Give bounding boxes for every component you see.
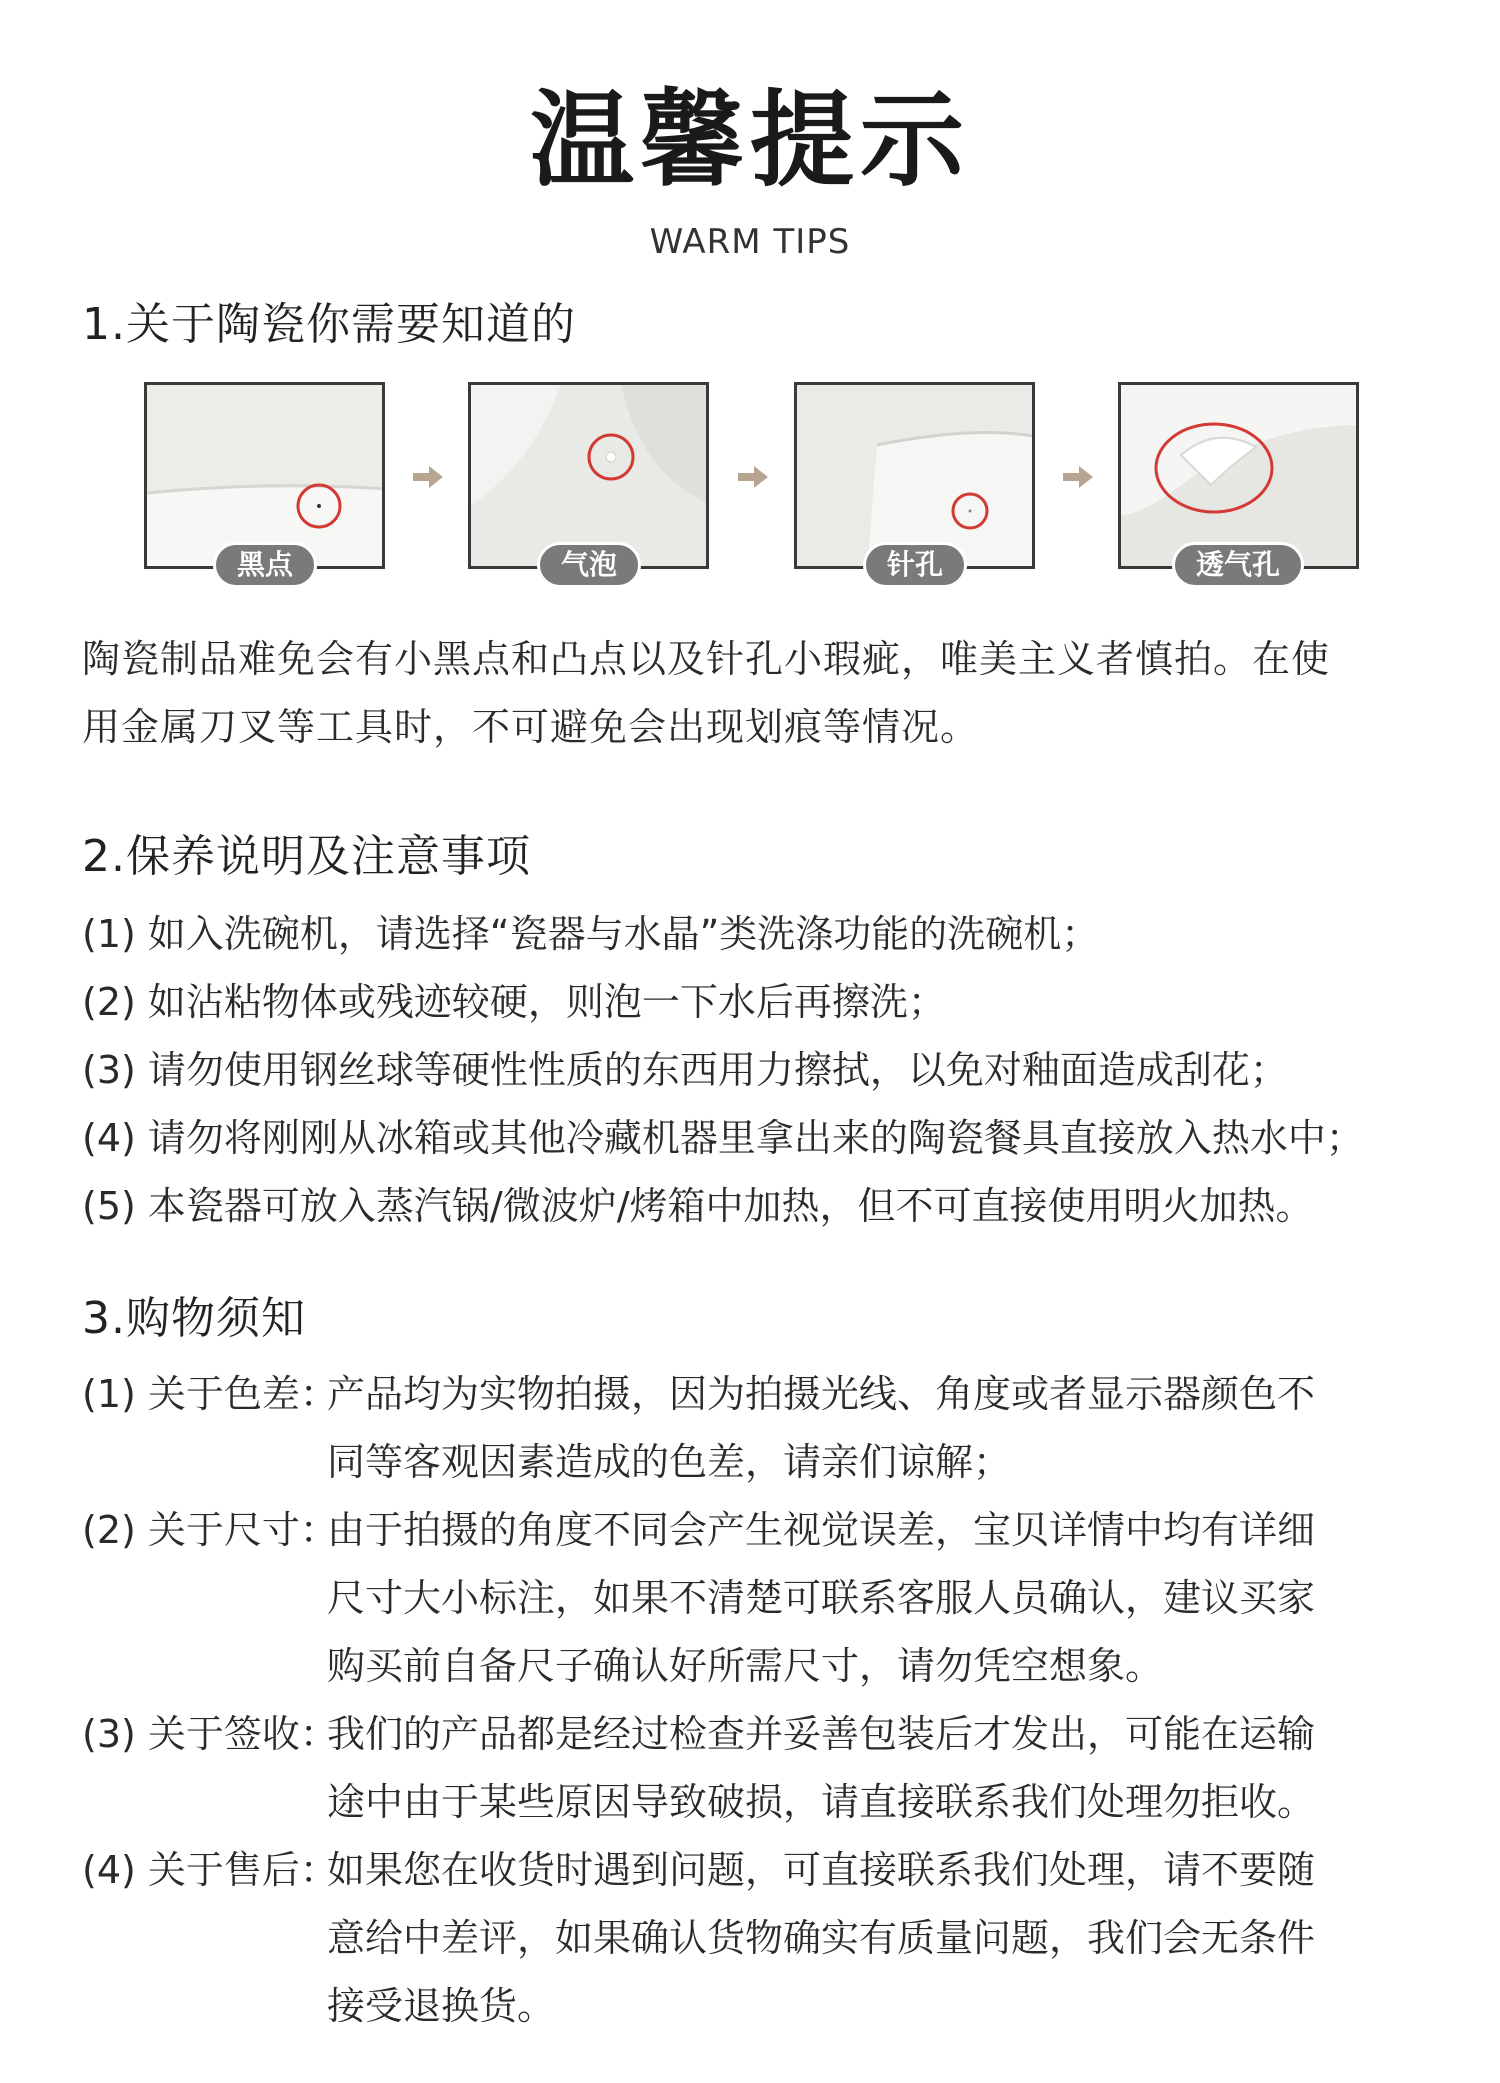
shopping-item-line: 接受退换货。 [327,1984,556,2028]
care-item: (1) 如入洗碗机，请选择“瓷器与水晶”类洗涤功能的洗碗机； [82,912,1100,956]
shopping-item-line: 尺寸大小标注，如果不清楚可联系客服人员确认，建议买家 [327,1576,1316,1620]
defect-photo-vent-hole [1118,382,1359,569]
section1-heading: 1.关于陶瓷你需要知道的 [82,299,576,350]
page-subtitle: WARM TIPS [649,222,851,262]
paragraph-line: 用金属刀叉等工具时，不可避免会出现划痕等情况。 [82,705,980,749]
shopping-item-line: 意给中差评，如果确认货物确实有质量问题，我们会无条件 [327,1916,1316,1960]
shopping-item-line: 由于拍摄的角度不同会产生视觉误差，宝贝详情中均有详细 [327,1508,1316,1552]
shopping-item-line: 购买前自备尺子确认好所需尺寸，请勿凭空想象。 [327,1644,1164,1688]
shopping-item-label: (3) 关于签收： [82,1712,338,1756]
defect-photo-black-dot [144,382,385,569]
label-bubble: 气泡 [537,542,641,588]
care-item: (4) 请勿将刚刚从冰箱或其他冷藏机器里拿出来的陶瓷餐具直接放入热水中； [82,1116,1364,1160]
shopping-item-line: 我们的产品都是经过检查并妥善包装后才发出，可能在运输 [327,1712,1316,1756]
label-pinhole: 针孔 [863,542,967,588]
label-black-dot: 黑点 [213,542,317,588]
defect-photo-pinhole [794,382,1035,569]
shopping-item-line: 同等客观因素造成的色差，请亲们谅解； [327,1440,1012,1484]
shopping-item-label: (4) 关于售后： [82,1848,338,1892]
care-item: (2) 如沾粘物体或残迹较硬，则泡一下水后再擦洗； [82,980,946,1024]
defect-photo-bubble [468,382,709,569]
shopping-item-line: 产品均为实物拍摄，因为拍摄光线、角度或者显示器颜色不 [327,1372,1316,1416]
arrow-icon [1063,466,1093,488]
section1-paragraph [82,625,1442,761]
paragraph-line: 陶瓷制品难免会有小黑点和凸点以及针孔小瑕疵，唯美主义者慎拍。在使 [82,637,1331,681]
section2-heading: 2.保养说明及注意事项 [82,831,531,882]
arrow-icon [738,466,768,488]
care-item: (3) 请勿使用钢丝球等硬性性质的东西用力擦拭，以免对釉面造成刮花； [82,1048,1288,1092]
page-title: 温馨提示 [529,79,970,201]
care-item: (5) 本瓷器可放入蒸汽锅/微波炉/烤箱中加热，但不可直接使用明火加热。 [82,1184,1314,1228]
shopping-item-label: (1) 关于色差： [82,1372,338,1416]
arrow-icon [413,466,443,488]
shopping-item-line: 如果您在收货时遇到问题，可直接联系我们处理，请不要随 [327,1848,1316,1892]
section3-heading: 3.购物须知 [82,1293,306,1344]
shopping-item-label: (2) 关于尺寸： [82,1508,338,1552]
shopping-item-line: 途中由于某些原因导致破损，请直接联系我们处理勿拒收。 [327,1780,1316,1824]
label-vent-hole: 透气孔 [1172,542,1304,588]
